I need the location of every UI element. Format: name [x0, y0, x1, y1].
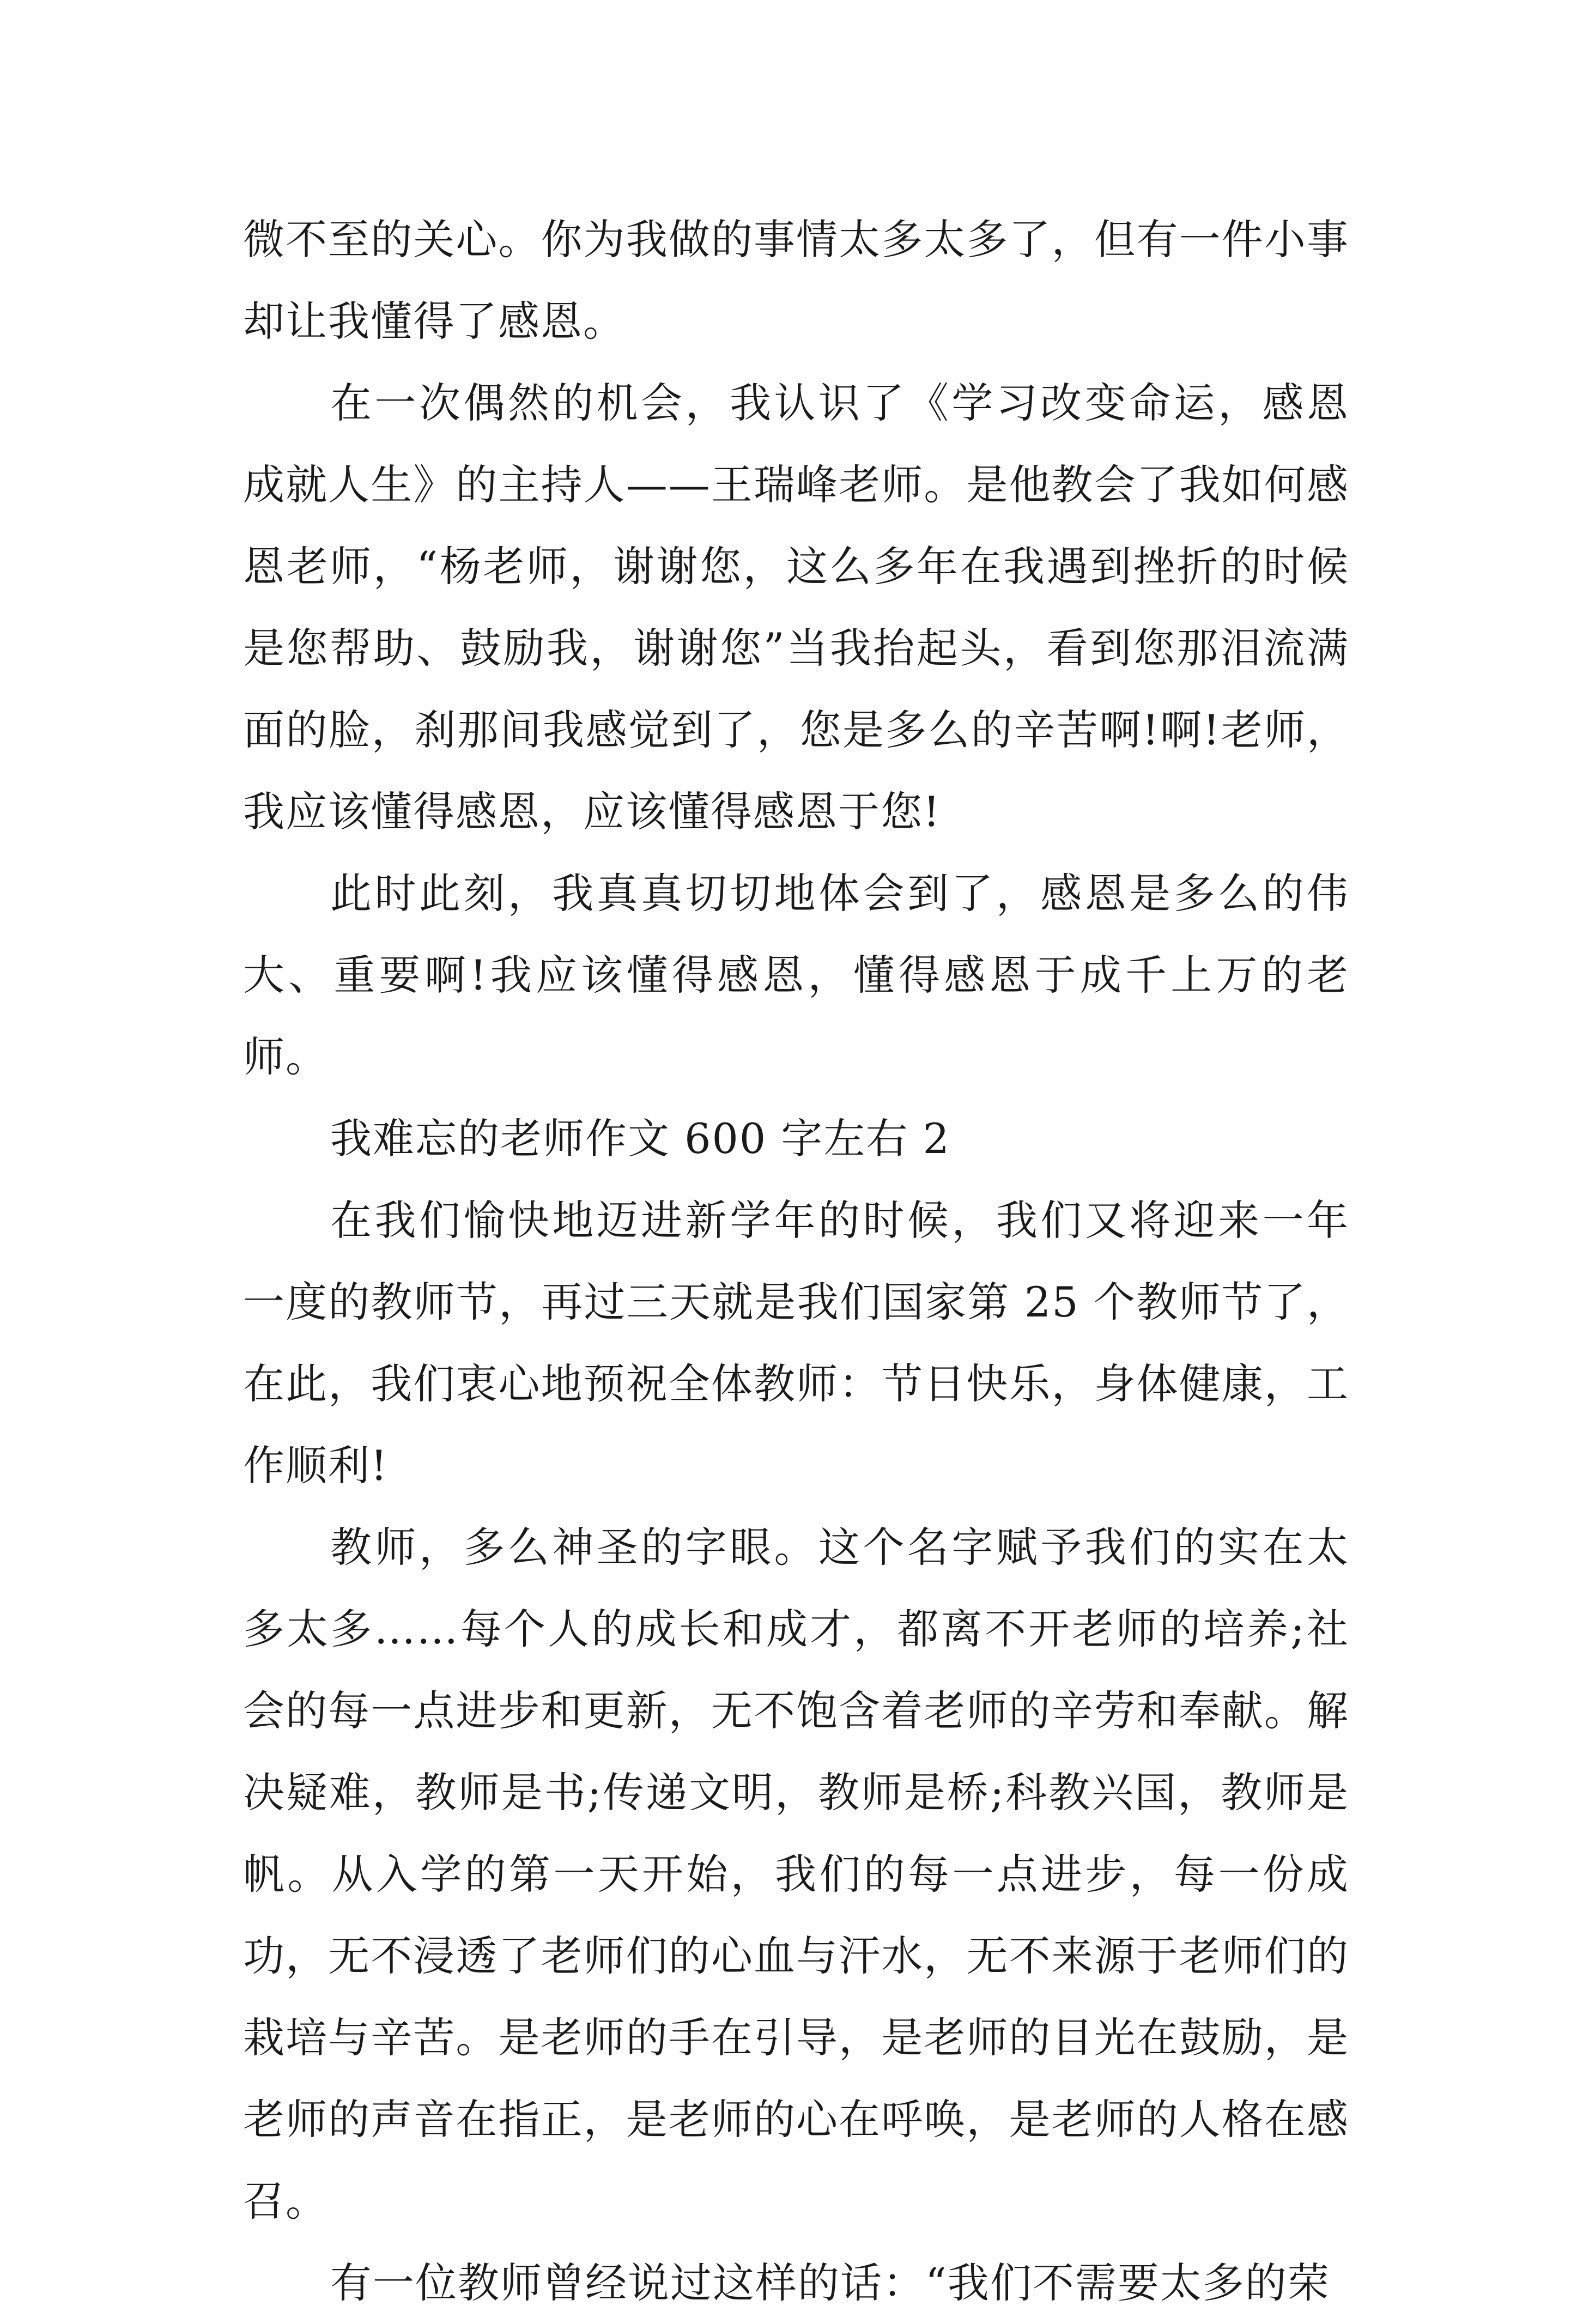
paragraph-3: 此时此刻，我真真切切地体会到了，感恩是多么的伟大、重要啊!我应该懂得感恩，懂得感恩于成千上万的老师。	[243, 869, 1349, 1081]
paragraph-6: 有一位教师曾经说过这样的话：“我们不需要太多的荣	[330, 2259, 1330, 2307]
paragraph-5: 教师，多么神圣的字眼。这个名字赋予我们的实在太多太多……每个人的成长和成才，都离不开老师的培养;社会的每一点进步和更新，无不饱含着老师的辛劳和奉献。解决疑难，教师是书;传递文明，教师是桥;科教兴国，教师是帆。从入学的第一天开始，我们的每一点进步，每一份成功，无不浸透了老师们的心血与汗水，无不来源于老师们的栽培与辛苦。是老师的手在引导，是老师的目光在鼓励，是老师的声音在指正，是老师的心在呼唤，是老师的人格在感召。	[243, 1523, 1349, 2225]
paragraph-1: 微不至的关心。你为我做的事情太多太多了，但有一件小事却让我懂得了感恩。	[243, 215, 1349, 345]
document-body	[243, 199, 1349, 2324]
paragraph-2: 在一次偶然的机会，我认识了《学习改变命运，感恩成就人生》的主持人——王瑞峰老师。是他教会了我如何感恩老师，“杨老师，谢谢您，这么多年在我遇到挫折的时候是您帮助、鼓励我，谢谢您”当我抬起头，看到您那泪流满面的脸，刹那间我感觉到了，您是多么的辛苦啊!啊!老师，我应该懂得感恩，应该懂得感恩于您!	[243, 379, 1349, 836]
section-title: 我难忘的老师作文 600 字左右 2	[330, 1114, 950, 1163]
paragraph-4: 在我们愉快地迈进新学年的时候，我们又将迎来一年一度的教师节，再过三天就是我们国家第 25 个教师节了，在此，我们衷心地预祝全体教师：节日快乐，身体健康，工作顺利!	[243, 1196, 1349, 1490]
